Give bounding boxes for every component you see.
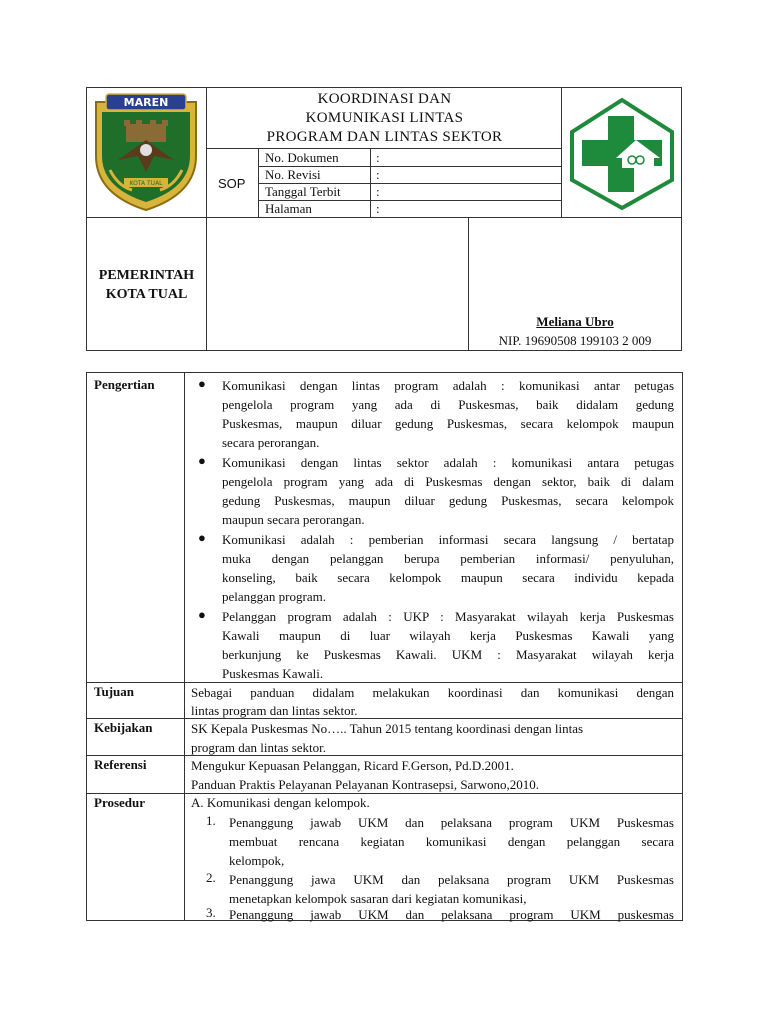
org-line: KOTA TUAL	[105, 287, 188, 302]
referensi-line: Mengukur Kepuasan Pelanggan, Ricard F.Gerson, Pd.D.2001.	[191, 758, 514, 773]
logo-left-text: MAREN	[123, 96, 169, 109]
definition-line: Komunikasi dengan lintas sektor adalah : komunikasi antara petugas	[222, 455, 674, 470]
kebijakan-line: SK Kepala Puskesmas No….. Tahun 2015 tentang koordinasi dengan lintas	[191, 721, 584, 736]
step-number: 1.	[206, 813, 216, 828]
title-line: KOORDINASI DAN	[317, 91, 452, 107]
section-label-kebijakan: Kebijakan	[94, 720, 153, 735]
definition-line: secara perorangan.	[222, 435, 320, 450]
step-number: 3.	[206, 905, 216, 920]
definition-line: Puskesmas, maupun diluar gedung Puskesmas, secara kelompok maupun	[222, 416, 674, 431]
step-line: menetapkan kelompok sasaran dari kegiatan komunikasi,	[229, 891, 527, 906]
bullet-icon: ●	[198, 376, 206, 391]
doc-field-value: :	[376, 201, 380, 216]
bullet-icon: ●	[198, 453, 206, 468]
definition-line: konseling, baik secara kelompok maupun secara individu kepada	[222, 570, 674, 585]
puskesmas-logo	[566, 96, 678, 212]
tujuan-line: lintas program dan lintas sektor.	[191, 703, 358, 718]
doc-field-label: Halaman	[265, 201, 312, 216]
step-line: Penanggung jawab UKM dan pelaksana program UKM Puskesmas	[229, 815, 674, 830]
org-line: PEMERINTAH	[98, 268, 195, 283]
title-line: PROGRAM DAN LINTAS SEKTOR	[266, 129, 503, 145]
doc-field-label: No. Dokumen	[265, 150, 339, 165]
prosedur-heading: A. Komunikasi dengan kelompok.	[191, 795, 370, 810]
section-label-pengertian: Pengertian	[94, 377, 155, 392]
step-line: membuat rencana kegiatan komunikasi dengan pelanggan secara	[229, 834, 674, 849]
bullet-icon: ●	[198, 607, 206, 622]
sop-label: SOP	[218, 176, 246, 191]
bullet-icon: ●	[198, 530, 206, 545]
definition-line: gedung Puskesmas, maupun diluar gedung Puskesmas, secara kelompok	[222, 493, 674, 508]
signer-nip: NIP. 19690508 199103 2 009	[498, 333, 652, 348]
definition-line: Pelanggan program adalah : UKP : Masyarakat wilayah kerja Puskesmas	[222, 609, 674, 624]
signer-name: Meliana Ubro	[536, 314, 614, 329]
definition-line: Puskesmas Kawali.	[222, 666, 324, 681]
definition-line: Komunikasi dengan lintas program adalah : komunikasi antar petugas	[222, 378, 674, 393]
doc-field-label: Tanggal Terbit	[265, 184, 341, 199]
tujuan-line: Sebagai panduan didalam melakukan koordinasi dan komunikasi dengan	[191, 685, 674, 700]
doc-field-value: :	[376, 184, 380, 199]
kebijakan-line: program dan lintas sektor.	[191, 740, 327, 755]
definition-line: berkunjung ke Puskesmas Kawali. UKM : Masyarakat wilayah kerja	[222, 647, 674, 662]
section-label-referensi: Referensi	[94, 757, 147, 772]
definition-line: Kawali maupun di luar wilayah kerja Puskesmas Kawali yang	[222, 628, 674, 643]
definition-line: pelanggan program.	[222, 589, 326, 604]
doc-field-value: :	[376, 167, 380, 182]
doc-field-value: :	[376, 150, 380, 165]
definition-line: pengelola program yang ada di Puskesmas dengan sektor, baik di dalam	[222, 474, 674, 489]
logo-left-ribbon: KOTA TUAL	[129, 180, 163, 187]
kota-tual-emblem	[88, 90, 204, 214]
definition-line: pengelola program yang ada di Puskesmas, baik didalam gedung	[222, 397, 674, 412]
step-line: kelompok,	[229, 853, 285, 868]
definition-line: maupun secara perorangan.	[222, 512, 365, 527]
step-number: 2.	[206, 870, 216, 885]
referensi-line: Panduan Praktis Pelayanan Pelayanan Kontrasepsi, Sarwono,2010.	[191, 777, 540, 792]
step-line: Penanggung jawa UKM dan pelaksana program UKM Puskesmas	[229, 872, 674, 887]
doc-field-label: No. Revisi	[265, 167, 321, 182]
section-label-tujuan: Tujuan	[94, 684, 134, 699]
definition-line: muka dengan pelanggan berupa pemberian informasi/ penyuluhan,	[222, 551, 674, 566]
organization-name	[87, 266, 206, 304]
definition-line: Komunikasi adalah : pemberian informasi secara langsung / bertatap	[222, 532, 674, 547]
step-line: Penanggung jawab UKM dan pelaksana program UKM puskesmas	[229, 907, 674, 922]
document-title	[207, 90, 562, 147]
title-line: KOMUNIKASI LINTAS	[305, 110, 464, 126]
section-label-prosedur: Prosedur	[94, 795, 146, 810]
